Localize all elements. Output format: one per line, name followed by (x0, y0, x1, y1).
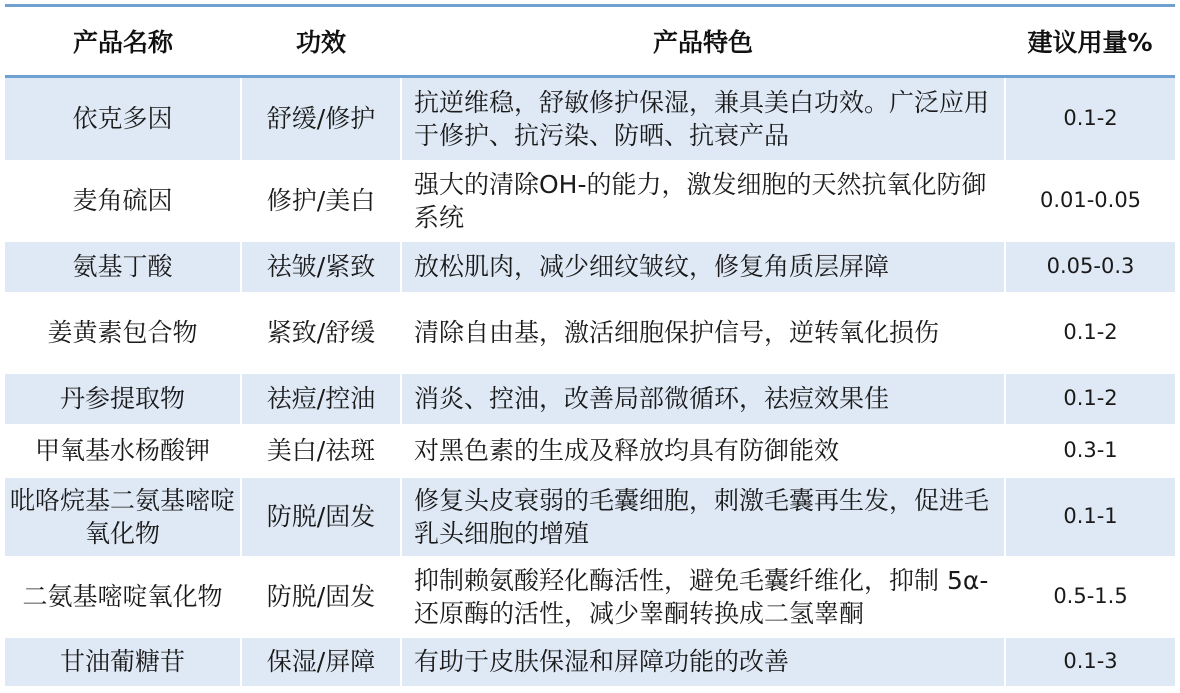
cell-dosage: 0.1-2 (1005, 77, 1175, 161)
cell-effect: 保湿/屏障 (241, 637, 401, 687)
cell-effect: 防脱/固发 (241, 557, 401, 637)
cell-product-name: 甘油葡糖苷 (5, 637, 241, 687)
table-row (5, 373, 1175, 425)
table-row (5, 241, 1175, 293)
cell-dosage: 0.1-1 (1005, 477, 1175, 557)
table-row (5, 425, 1175, 477)
table-row (5, 557, 1175, 637)
header-dosage: 建议用量% (1005, 7, 1175, 77)
cell-product-name: 二氨基嘧啶氧化物 (5, 557, 241, 637)
cell-dosage: 0.3-1 (1005, 425, 1175, 477)
table-row (5, 161, 1175, 241)
cell-product-name: 丹参提取物 (5, 373, 241, 425)
table-row (5, 293, 1175, 373)
cell-effect: 祛皱/紧致 (241, 241, 401, 293)
header-product-name: 产品名称 (5, 7, 241, 77)
header-effect: 功效 (241, 7, 401, 77)
cell-dosage: 0.1-3 (1005, 637, 1175, 687)
table-header-row (5, 7, 1175, 77)
cell-feature: 抗逆维稳，舒敏修护保湿，兼具美白功效。广泛应用于修护、抗污染、防晒、抗衰产品 (401, 77, 1005, 161)
header-feature: 产品特色 (401, 7, 1005, 77)
cell-effect: 修护/美白 (241, 161, 401, 241)
cell-feature: 放松肌肉，减少细纹皱纹，修复角质层屏障 (401, 241, 1005, 293)
cell-feature: 修复头皮衰弱的毛囊细胞，刺激毛囊再生发，促进毛乳头细胞的增殖 (401, 477, 1005, 557)
cell-product-name: 吡咯烷基二氨基嘧啶氧化物 (5, 477, 241, 557)
cell-product-name: 氨基丁酸 (5, 241, 241, 293)
table-row (5, 77, 1175, 161)
cell-product-name: 姜黄素包合物 (5, 293, 241, 373)
cell-feature: 抑制赖氨酸羟化酶活性，避免毛囊纤维化，抑制 5α-还原酶的活性，减少睾酮转换成二氢睾酮 (401, 557, 1005, 637)
cell-effect: 舒缓/修护 (241, 77, 401, 161)
cell-product-name: 依克多因 (5, 77, 241, 161)
cell-dosage: 0.05-0.3 (1005, 241, 1175, 293)
cell-feature: 强大的清除OH-的能力，激发细胞的天然抗氧化防御系统 (401, 161, 1005, 241)
cell-dosage: 0.5-1.5 (1005, 557, 1175, 637)
cell-feature: 对黑色素的生成及释放均具有防御能效 (401, 425, 1005, 477)
table-row (5, 477, 1175, 557)
cell-product-name: 甲氧基水杨酸钾 (5, 425, 241, 477)
cell-dosage: 0.01-0.05 (1005, 161, 1175, 241)
cell-feature: 有助于皮肤保湿和屏障功能的改善 (401, 637, 1005, 687)
ingredient-table-container (5, 4, 1175, 686)
cell-effect: 祛痘/控油 (241, 373, 401, 425)
cell-dosage: 0.1-2 (1005, 293, 1175, 373)
cell-feature: 消炎、控油，改善局部微循环，祛痘效果佳 (401, 373, 1005, 425)
cell-dosage: 0.1-2 (1005, 373, 1175, 425)
ingredient-table (5, 7, 1175, 688)
cell-effect: 紧致/舒缓 (241, 293, 401, 373)
cell-effect: 美白/祛斑 (241, 425, 401, 477)
cell-product-name: 麦角硫因 (5, 161, 241, 241)
cell-effect: 防脱/固发 (241, 477, 401, 557)
table-row (5, 637, 1175, 687)
cell-feature: 清除自由基，激活细胞保护信号，逆转氧化损伤 (401, 293, 1005, 373)
